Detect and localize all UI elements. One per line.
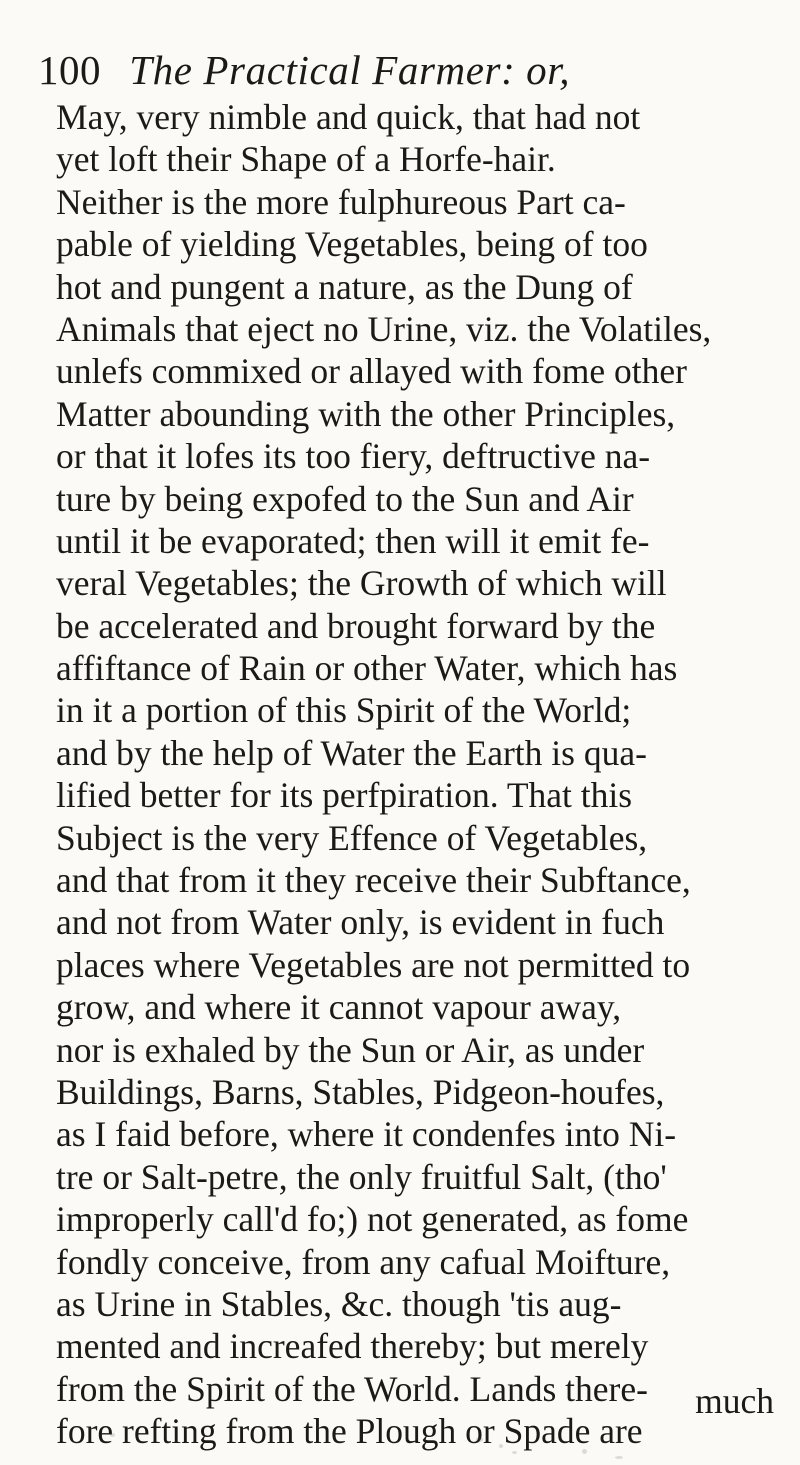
text-line: from the Spirit of the World. Lands there- [56,1368,648,1409]
paper-speck [582,1449,587,1454]
paper-speck [476,1437,483,1442]
text-line: places where Vegetables are not permitted to [56,944,691,985]
text-line: or that it lofes its too fiery, deftructive na- [56,436,651,477]
paper-speck [615,1456,623,1459]
paper-speck [499,1444,503,1448]
text-line: and not from Water only, is evident in fuch [56,902,665,943]
text-line: and by the help of Water the Earth is qua- [56,732,647,773]
text-line: May, very nimble and quick, that had not [56,97,641,137]
text-line: pable of yielding Vegetables, being of too [56,224,648,265]
paper-speck [512,1451,517,1454]
text-line: hot and pungent a nature, as the Dung of [56,266,633,307]
catchword: much [695,1381,774,1421]
text-line: fore refting from the Plough or Spade are [56,1411,643,1452]
text-line: in it a portion of this Spirit of the World; [56,690,632,731]
text-line: Buildings, Barns, Stables, Pidgeon-houfes, [56,1071,665,1112]
text-line: Animals that eject no Urine, viz. the Volatiles, [56,308,712,349]
text-line: until it be evaporated; then will it emit fe- [56,520,650,561]
page-number: 100 [38,47,101,93]
text-line: grow, and where it cannot vapour away, [56,987,622,1028]
paper-speck [110,1433,115,1437]
catchword-row [0,1380,800,1422]
text-line: unlefs commixed or allayed with fome other [56,351,687,392]
text-line: Matter abounding with the other Principles, [56,393,676,434]
text-line: be accelerated and brought forward by the [56,605,656,646]
text-line: lified better for its perfpiration. That this [56,775,633,816]
text-line: nor is exhaled by the Sun or Air, as under [56,1029,645,1070]
text-line: Subject is the very Effence of Vegetables, [56,817,648,858]
text-line: as I faid before, where it condenfes into Ni- [56,1114,677,1155]
text-line: mented and increafed thereby; but merely [56,1326,649,1367]
text-line: as Urine in Stables, &c. though 'tis aug- [56,1283,622,1324]
text-line: yet loft their Shape of a Horfe-hair. [56,139,556,180]
text-line: ture by being expofed to the Sun and Air [56,478,634,519]
text-line: Neither is the more fulphureous Part ca- [56,181,626,222]
text-line: tre or Salt-petre, the only fruitful Salt, (tho' [56,1156,667,1197]
page-header [38,44,738,96]
text-line: fondly conceive, from any cafual Moifture, [56,1241,671,1282]
text-line: affiftance of Rain or other Water, which has [56,648,678,689]
text-line: and that from it they receive their Subftance, [56,860,691,901]
running-title: The Practical Farmer: or, [129,47,571,93]
body-text [56,96,796,1453]
text-line: veral Vegetables; the Growth of which will [56,563,667,604]
text-line: improperly call'd fo;) not generated, as fome [56,1199,689,1240]
